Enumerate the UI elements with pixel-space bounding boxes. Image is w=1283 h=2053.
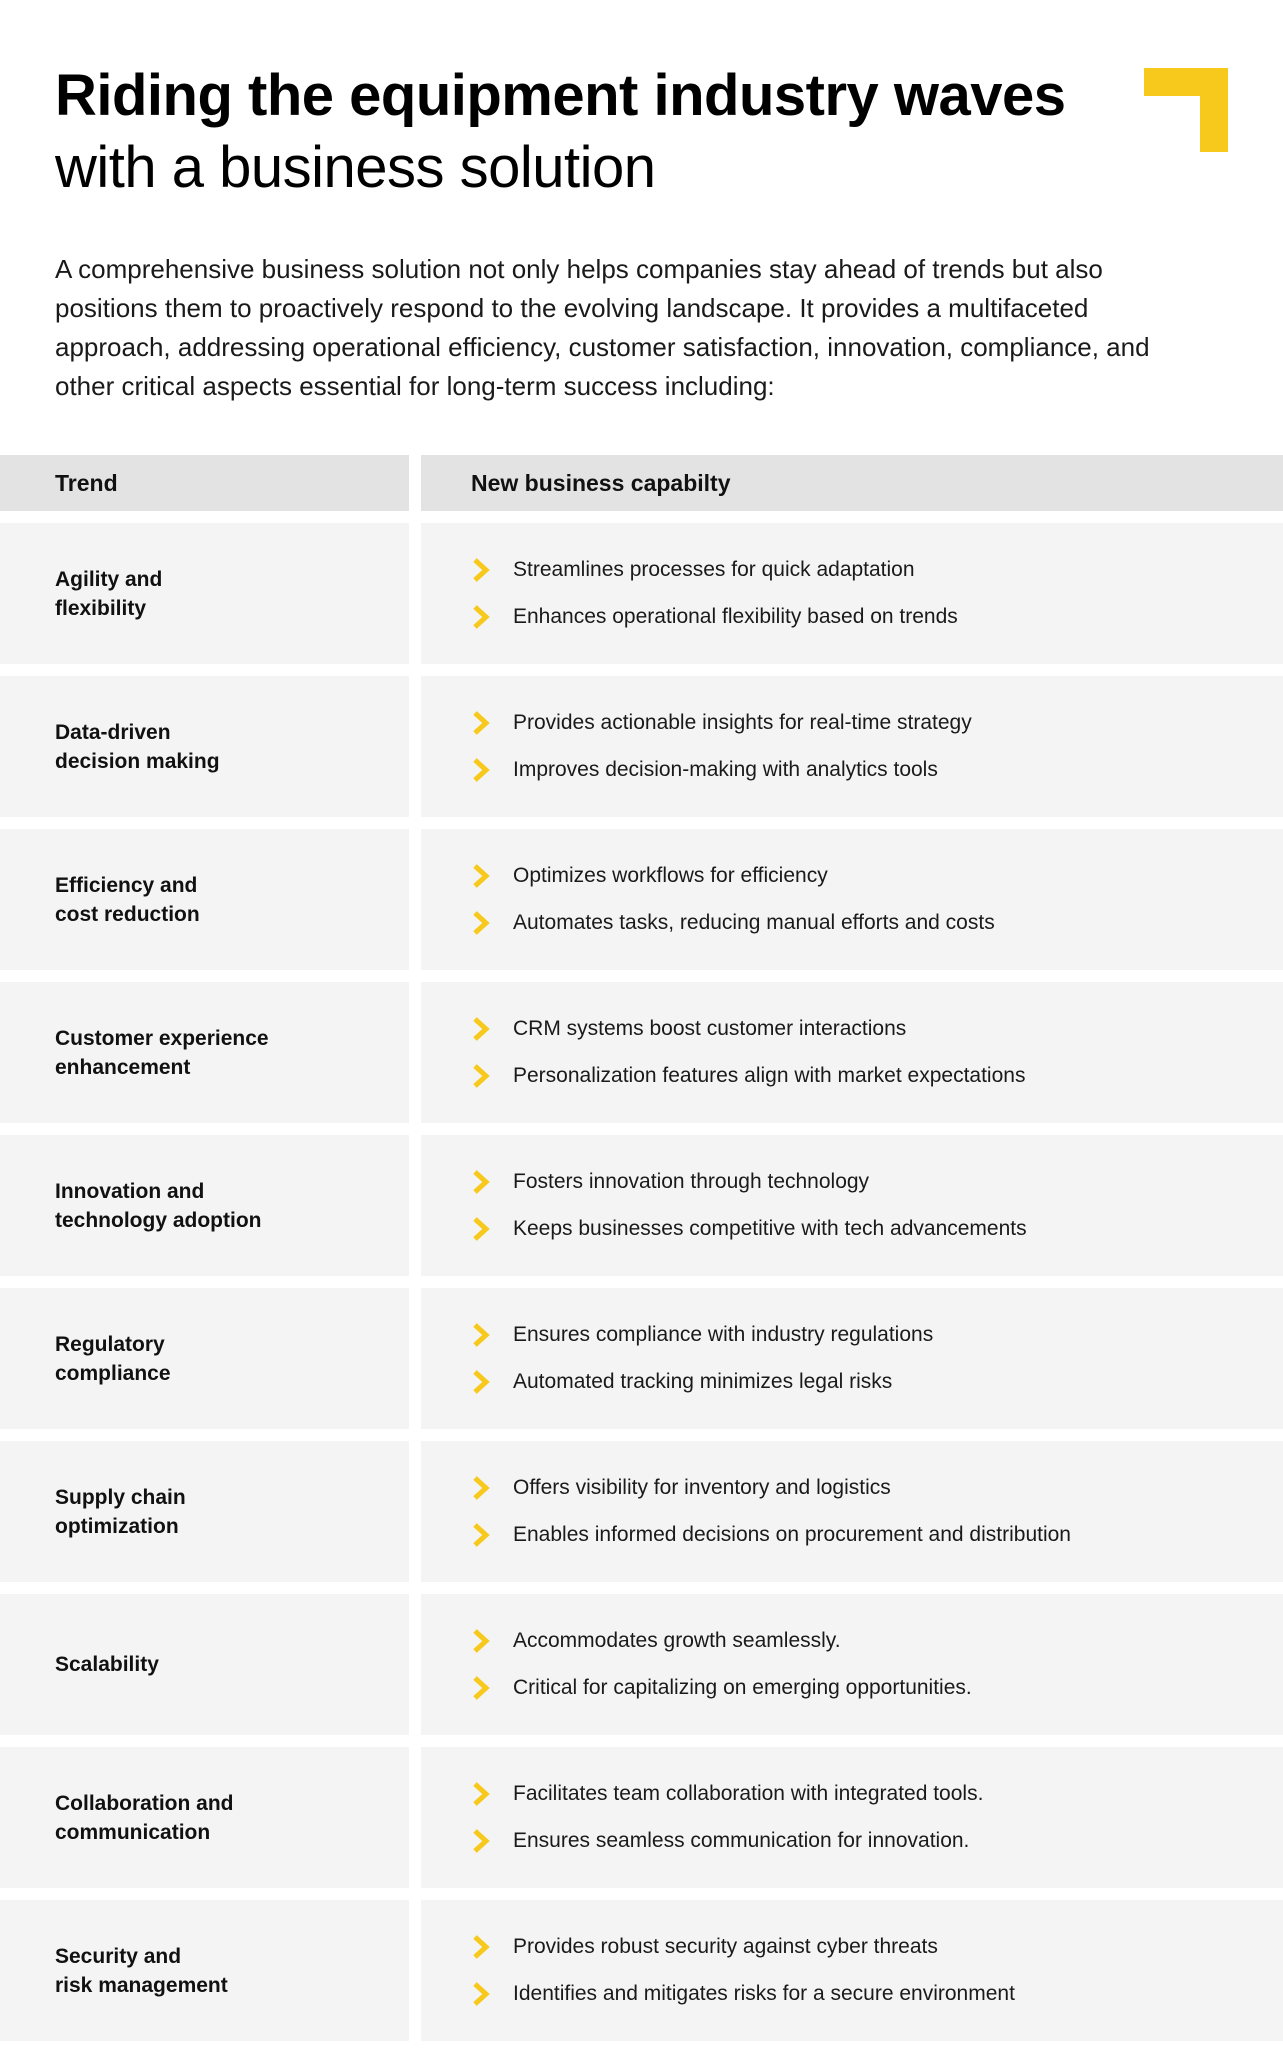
table-row	[0, 829, 1283, 970]
trend-cell: Data-driven decision making	[0, 676, 409, 817]
table-row	[0, 982, 1283, 1123]
capability-text: Provides actionable insights for real-time strategy	[513, 711, 972, 734]
chevron-right-icon	[471, 1522, 493, 1548]
capability-bullet	[471, 900, 1283, 947]
trend-cell: Customer experience enhancement	[0, 982, 409, 1123]
trend-cell: Scalability	[0, 1594, 409, 1735]
chevron-right-icon	[471, 910, 493, 936]
capability-bullet	[471, 1006, 1283, 1053]
capability-text: Ensures compliance with industry regulations	[513, 1323, 934, 1346]
chevron-right-icon	[471, 1369, 493, 1395]
capability-bullet	[471, 1359, 1283, 1406]
capability-bullet	[471, 1665, 1283, 1712]
chevron-right-icon	[471, 1934, 493, 1960]
capability-cell	[421, 1135, 1283, 1276]
table-row	[0, 1441, 1283, 1582]
chevron-right-icon	[471, 1016, 493, 1042]
capability-cell	[421, 829, 1283, 970]
capability-text: Optimizes workflows for efficiency	[513, 864, 828, 887]
table-row	[0, 1594, 1283, 1735]
capability-text: Enables informed decisions on procurement and distribution	[513, 1523, 1071, 1546]
corner-bracket-logo	[1144, 68, 1228, 152]
capability-bullet	[471, 1618, 1283, 1665]
table-row	[0, 523, 1283, 664]
capability-text: Streamlines processes for quick adaptation	[513, 558, 915, 581]
capability-bullet	[471, 547, 1283, 594]
capability-text: Facilitates team collaboration with integrated tools.	[513, 1782, 984, 1805]
capability-text: Offers visibility for inventory and logistics	[513, 1476, 891, 1499]
capability-text: Automates tasks, reducing manual efforts and costs	[513, 911, 995, 934]
capability-text: Enhances operational flexibility based on trends	[513, 605, 958, 628]
trends-table	[0, 455, 1283, 2053]
table-body	[0, 523, 1283, 2041]
capability-text: Accommodates growth seamlessly.	[513, 1629, 841, 1652]
chevron-right-icon	[471, 863, 493, 889]
trend-cell: Security and risk management	[0, 1900, 409, 2041]
title-regular-part: with a business solution	[55, 135, 656, 200]
chevron-right-icon	[471, 757, 493, 783]
chevron-right-icon	[471, 1675, 493, 1701]
capability-bullet	[471, 1053, 1283, 1100]
capability-cell	[421, 1594, 1283, 1735]
capability-text: Identifies and mitigates risks for a secure environment	[513, 1982, 1015, 2005]
capability-cell	[421, 1747, 1283, 1888]
chevron-right-icon	[471, 1475, 493, 1501]
capability-bullet	[471, 700, 1283, 747]
chevron-right-icon	[471, 1169, 493, 1195]
capability-cell	[421, 523, 1283, 664]
capability-bullet	[471, 1465, 1283, 1512]
capability-bullet	[471, 1771, 1283, 1818]
chevron-right-icon	[471, 604, 493, 630]
chevron-right-icon	[471, 710, 493, 736]
capability-bullet	[471, 594, 1283, 641]
table-row	[0, 1747, 1283, 1888]
capability-text: Automated tracking minimizes legal risks	[513, 1370, 893, 1393]
capability-text: Personalization features align with market expectations	[513, 1064, 1026, 1087]
capability-bullet	[471, 1971, 1283, 2018]
capability-bullet	[471, 1312, 1283, 1359]
capability-bullet	[471, 1206, 1283, 1253]
page-title	[55, 60, 1155, 204]
chevron-right-icon	[471, 1628, 493, 1654]
capability-bullet	[471, 1818, 1283, 1865]
table-row	[0, 1900, 1283, 2041]
table-row	[0, 1288, 1283, 1429]
capability-cell	[421, 982, 1283, 1123]
table-row	[0, 676, 1283, 817]
trend-cell: Regulatory compliance	[0, 1288, 409, 1429]
table-header-row	[0, 455, 1283, 511]
capability-bullet	[471, 747, 1283, 794]
capability-text: CRM systems boost customer interactions	[513, 1017, 907, 1040]
capability-bullet	[471, 1512, 1283, 1559]
capability-bullet	[471, 1924, 1283, 1971]
page-header	[55, 60, 1155, 204]
header-trend: Trend	[0, 455, 409, 511]
chevron-right-icon	[471, 1781, 493, 1807]
capability-text: Improves decision-making with analytics tools	[513, 758, 938, 781]
chevron-right-icon	[471, 1216, 493, 1242]
capability-text: Ensures seamless communication for innovation.	[513, 1829, 970, 1852]
capability-cell	[421, 1900, 1283, 2041]
trend-cell: Supply chain optimization	[0, 1441, 409, 1582]
title-bold-part: Riding the equipment industry waves	[55, 63, 1066, 128]
trend-cell: Innovation and technology adoption	[0, 1135, 409, 1276]
capability-text: Provides robust security against cyber threats	[513, 1935, 938, 1958]
trend-cell: Collaboration and communication	[0, 1747, 409, 1888]
intro-paragraph: A comprehensive business solution not only helps companies stay ahead of trends but also positions them to proactively respond to the evolving landscape. It provides a multifaceted approach, addressing operational efficiency, customer satisfaction, innovation, compliance, and other critical aspects essential for long-term success including:	[55, 254, 1150, 401]
table-row	[0, 1135, 1283, 1276]
trend-cell: Agility and flexibility	[0, 523, 409, 664]
capability-text: Keeps businesses competitive with tech advancements	[513, 1217, 1027, 1240]
header-capability: New business capabilty	[421, 455, 1283, 511]
capability-text: Fosters innovation through technology	[513, 1170, 870, 1193]
chevron-right-icon	[471, 1063, 493, 1089]
chevron-right-icon	[471, 1828, 493, 1854]
capability-cell	[421, 1441, 1283, 1582]
capability-bullet	[471, 1159, 1283, 1206]
capability-cell	[421, 676, 1283, 817]
chevron-right-icon	[471, 557, 493, 583]
capability-text: Critical for capitalizing on emerging opportunities.	[513, 1676, 972, 1699]
capability-bullet	[471, 853, 1283, 900]
capability-cell	[421, 1288, 1283, 1429]
chevron-right-icon	[471, 1322, 493, 1348]
trend-cell: Efficiency and cost reduction	[0, 829, 409, 970]
chevron-right-icon	[471, 1981, 493, 2007]
